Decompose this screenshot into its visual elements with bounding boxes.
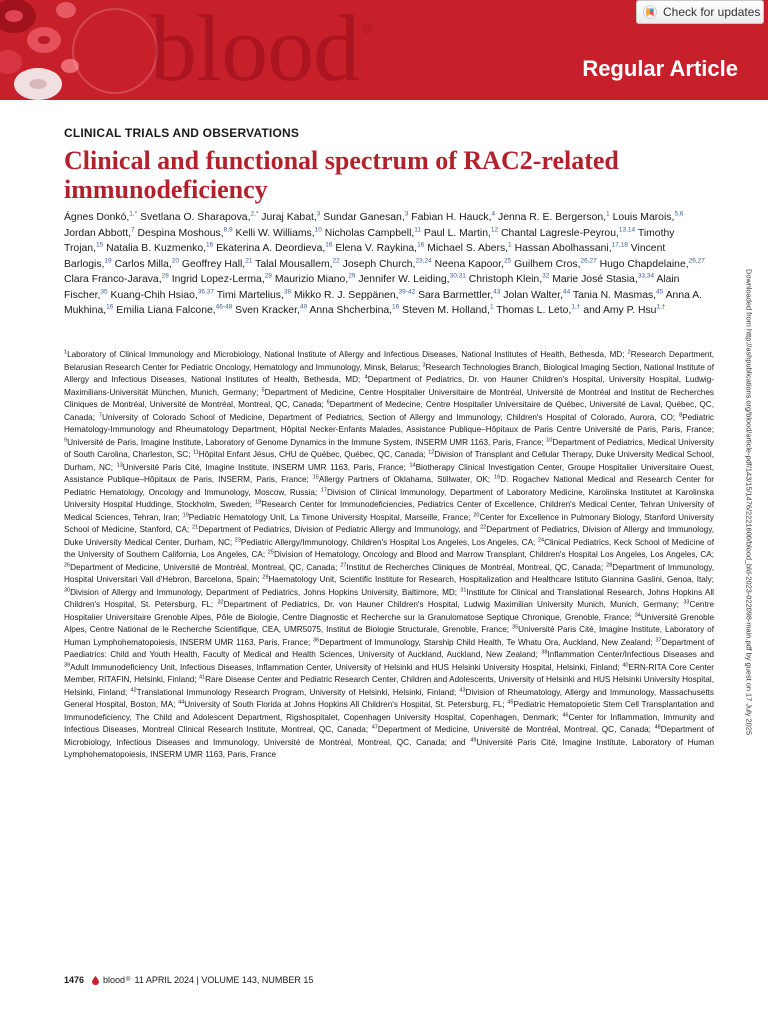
- affiliation-text: Centre Hospitalier Universitaire Grenoble Alpes, Pôle de Biologie, Centre Diagnostic et Recherche sur la Granulomatose Septique Chronique, Grenoble, France;: [64, 600, 715, 622]
- affiliation-number: 4: [364, 374, 368, 381]
- author: [402, 305, 493, 316]
- author-name: Despina Moshous,: [137, 227, 224, 239]
- author: [613, 212, 684, 223]
- footer-journal-name: blood: [103, 975, 126, 985]
- author-affiliation-ref: 10: [314, 226, 322, 234]
- author-name: Neena Kapoor,: [434, 258, 504, 270]
- article-type-label: Regular Article: [582, 56, 738, 81]
- article-title: Clinical and functional spectrum of RAC2-related immunodeficiency: [64, 146, 619, 204]
- author-name: and Amy P. Hsu: [583, 305, 657, 317]
- author-affiliation-ref: 5,6: [674, 210, 684, 218]
- author-name: Vincent Barlogis,: [64, 243, 666, 270]
- author: [172, 274, 272, 285]
- author-name: Joseph Church,: [342, 258, 416, 270]
- author: [515, 243, 628, 254]
- affiliation-number: 41: [198, 674, 206, 681]
- author-affiliation-ref: 45: [656, 288, 664, 296]
- author-affiliation-ref: 15: [95, 241, 104, 249]
- author-name: Jordan Abbott,: [64, 227, 132, 239]
- author: [424, 228, 498, 239]
- author: [64, 274, 169, 285]
- author-affiliation-ref: 3: [404, 210, 409, 218]
- affiliation-number: 13: [116, 461, 123, 468]
- affiliation-text: Department of Pediatrics, Division of Allergy and Immunology, Duke University Medical Center, Durham, NC;: [64, 525, 714, 547]
- affiliation: [372, 725, 651, 734]
- affiliation-text: Department of Immunology, Hospital Universitari Vall d'Hebron, Barcelona, Spain;: [64, 562, 714, 584]
- author: [309, 305, 399, 316]
- author-name: Svetlana O. Sharapova,: [140, 212, 251, 223]
- affiliation-text: Institute for Clinical and Translational Research, Johns Hopkins All Children's Hospital, St. Petersburg, FL;: [64, 587, 714, 609]
- affiliation: [313, 638, 653, 647]
- author: [255, 259, 340, 270]
- author-affiliation-ref: 1: [489, 303, 494, 311]
- affiliation-text: Université Paris Cité, Imagine Institute, Laboratory of Human Lymphohematopoiesis, INSERM UMR 1163, Paris, France;: [64, 625, 715, 647]
- affiliation-number: 15: [312, 474, 319, 481]
- affiliation: [64, 563, 337, 572]
- author: [106, 243, 213, 254]
- author-name: Paul L. Martin,: [423, 227, 491, 239]
- affiliation-text: ERN-RITA Core Center Member, RITAFIN, Helsinki, Finland;: [64, 662, 715, 684]
- author-affiliation-ref: 35: [100, 288, 108, 296]
- page-footer: 1476 blood ® 11 APRIL 2024 | VOLUME 143, NUMBER 15: [64, 975, 314, 985]
- affiliation: [64, 588, 457, 597]
- author-name: Timi Martelius,: [216, 289, 284, 301]
- author: [583, 305, 665, 316]
- author-affiliation-ref: 3: [316, 210, 321, 218]
- author-name: Timothy Trojan,: [64, 227, 675, 255]
- author-name: Geoffrey Hall,: [181, 258, 246, 270]
- check-for-updates-button[interactable]: [636, 0, 764, 24]
- affiliation-number: 38: [541, 649, 548, 656]
- affiliation-number: 29: [262, 574, 269, 581]
- affiliation-number: 21: [192, 524, 199, 531]
- author-name: Anna Shcherbina,: [309, 305, 393, 317]
- author: [182, 259, 253, 270]
- affiliation-number: 9: [64, 436, 68, 443]
- affiliation-text: Rare Disease Center and Pediatric Research Center, Children and Adolescents, University of Helsinki and HUS Helsinki University Hospital, Helsinki, Finland;: [64, 675, 714, 697]
- affiliation-number: 36: [313, 636, 320, 643]
- author-name: Ekaterina A. Deordieva,: [216, 243, 326, 255]
- author: [325, 228, 421, 239]
- affiliation-text: Division of Rheumatology, Allergy and Immunology, Massachusetts General Hospital, Boston, MA;: [64, 687, 714, 709]
- author-name: Elena V. Raykina,: [335, 243, 418, 255]
- affiliation-text: Research Center for Immunodeficiencies, Pediatrics Center of Excellence, Children's Medical Center, Tehran University of Medical Sciences, Tehran, Iran;: [64, 500, 714, 522]
- affiliation-number: 47: [371, 724, 378, 731]
- author: [64, 228, 135, 239]
- author: [496, 305, 580, 316]
- author-affiliation-ref: 39-42: [398, 288, 416, 296]
- author-affiliation-ref: 16: [106, 303, 114, 311]
- author: [503, 290, 570, 301]
- author: [275, 274, 356, 285]
- author: [514, 259, 597, 270]
- affiliation-number: 24: [537, 536, 545, 543]
- author-name: Mikko R. J. Seppänen,: [294, 289, 399, 301]
- author: [323, 212, 408, 223]
- author-affiliation-ref: 43: [493, 288, 501, 296]
- author-affiliation-ref: 22: [332, 257, 340, 265]
- affiliation-text: Division of Transplant and Cellular Therapy, Duke University Medical School, Durham, NC;: [64, 450, 714, 472]
- author: [138, 228, 233, 239]
- affiliation-number: 34: [634, 611, 641, 618]
- affiliation-number: 6: [326, 399, 330, 406]
- author-affiliation-ref: 49: [299, 303, 308, 311]
- author-name: Michael S. Abers,: [427, 243, 509, 255]
- affiliation-number: 2: [627, 349, 631, 356]
- affiliation-number: 49: [470, 736, 477, 743]
- author-affiliation-ref: 29: [348, 272, 356, 280]
- author-name: Tania N. Masmas,: [572, 289, 657, 301]
- affiliation-number: 7: [98, 411, 102, 418]
- affiliation: [192, 525, 477, 534]
- author-name: Talal Mousallem,: [255, 258, 333, 270]
- author-affiliation-ref: 16: [392, 303, 400, 311]
- affiliation-text: Center for Inflammation, Immunity and Infectious Diseases, Montreal Clinical Research Institute, Montreal, QC, Canada;: [64, 712, 715, 734]
- affiliation-number: 37: [655, 636, 662, 643]
- affiliation: [183, 513, 471, 522]
- affiliation-number: 12: [428, 449, 435, 456]
- download-watermark-text: Downloaded from http://ashpublications.org/blood/article-pdf/143/15/1476/2221600/blood_bld-2023-022098-main.pdf by guest on 17 July 2025: [744, 269, 754, 735]
- affiliation: [64, 663, 620, 672]
- affiliation-text: Division of Clinical Immunology, Department of Laboratory Medicine, Karolinska Institutet at Karolinska University Hospital Huddinge, Stockholm, Sweden;: [64, 487, 714, 509]
- affiliation-text: Department of Pediatrics, Medical University of South Carolina, Charleston, SC;: [64, 437, 714, 459]
- author-name: Hassan Abolhassani,: [514, 243, 612, 255]
- author: [335, 243, 424, 254]
- affiliation-number: 5: [261, 386, 265, 393]
- author: [427, 243, 511, 254]
- affiliation-text: Biotherapy Clinical Investigation Center, Groupe Hospitalier Universitaire Ouest, Assistance Publique–Hôpitaux de Paris, INSERM, Paris, France;: [64, 462, 715, 484]
- affiliation-text: Pediatric Hematopoietic Stem Cell Transplantation and Immunodeficiency, The Child and Adolescent Department, Rigshospitalet, Copenhagen University Hospital, Copenhagen, Denmark;: [64, 700, 714, 722]
- affiliation-text: Université Paris Cité, Imagine Institute, INSERM UMR 1163, Paris, France;: [122, 462, 406, 472]
- author-affiliation-ref: 21: [245, 257, 253, 265]
- journal-logo-trademark: ®: [362, 20, 373, 36]
- affiliation-text: Research Technologies Branch, Biological Imaging Section, National Institute of Allergy and Infectious Diseases, National Institutes of Health, Bethesda, MD;: [64, 362, 714, 384]
- author-name: Ingrid Lopez-Lerma,: [171, 274, 265, 286]
- author-name: Chantal Lagresle-Peyrou,: [501, 227, 619, 239]
- author-name: Sven Kracker,: [235, 305, 300, 317]
- author-affiliation-ref: 7: [131, 226, 135, 234]
- affiliation-number: 1: [64, 349, 68, 356]
- author-name: Carlos Milla,: [114, 258, 172, 270]
- affiliation: [193, 450, 426, 459]
- affiliation: [217, 600, 679, 609]
- author-affiliation-ref: 26,27: [688, 257, 705, 265]
- affiliation-number: 27: [340, 561, 347, 568]
- author-list: [64, 210, 714, 319]
- author-name: Thomas L. Leto,: [496, 305, 572, 317]
- affiliation-number: 31: [460, 586, 467, 593]
- affiliation: [178, 700, 505, 709]
- download-watermark: [742, 212, 756, 792]
- author-name: Fabian H. Hauck,: [411, 212, 492, 223]
- affiliation: [64, 438, 544, 447]
- affiliation-text: Pediatric Hematology-Immunology and Rheumatology Department, Hôpital Necker-Enfants Malades, Assistance Publique–Hôpitaux de Paris Centre Université de Paris, Paris, France;: [64, 412, 714, 434]
- affiliation-list: [64, 349, 714, 762]
- author-name: Sundar Ganesan,: [323, 212, 405, 223]
- author: [435, 259, 512, 270]
- affiliation-number: 35: [512, 624, 519, 631]
- affiliation-text: Department of Immunology, Starship Child Health, Te Whatu Ora, Auckland, New Zealand;: [319, 637, 653, 647]
- author-affiliation-ref: 16: [325, 241, 333, 249]
- author-name: Ágnes Donkó,: [64, 212, 130, 223]
- author-affiliation-ref: 32: [542, 272, 550, 280]
- author: [64, 212, 137, 223]
- affiliation: [340, 563, 603, 572]
- author-affiliation-ref: 36,37: [197, 288, 215, 296]
- affiliation-number: 22: [480, 524, 487, 531]
- affiliation-text: Center for Excellence in Pulmonary Biology, Stanford University School of Medicine, Stanford, CA;: [64, 512, 715, 534]
- author-affiliation-ref: 1,†: [571, 303, 581, 311]
- author-name: Marie José Stasia,: [552, 274, 638, 286]
- affiliation-text: Department of Medicine, Centre Hospitalier Universitaire de Montréal, Université de Montréal and Institut de Recherches Cliniques de Montréal, Université de Montréal, Montreal, QC, Canada;: [64, 387, 714, 409]
- author-affiliation-ref: 13,14: [618, 226, 636, 234]
- footer-issue: 11 APRIL 2024 | VOLUME 143, NUMBER 15: [134, 975, 314, 985]
- author-affiliation-ref: 44: [562, 288, 571, 296]
- author-name: Hugo Chapdelaine,: [599, 258, 689, 270]
- affiliation-number: 28: [606, 561, 613, 568]
- affiliation-number: 16: [494, 474, 501, 481]
- page-number: 1476: [64, 975, 85, 985]
- affiliation-text: Translational Immunology Research Program, University of Helsinki, Helsinki, Finland;: [136, 687, 457, 697]
- author-name: Jolan Walter,: [503, 289, 563, 301]
- author-affiliation-ref: 1,*: [129, 210, 138, 218]
- affiliation-text: University of South Florida at Johns Hopkins All Children's Hospital, St. Petersburg, FL;: [184, 700, 505, 709]
- affiliation-text: Pediatric Hematology Unit, La Timone University Hospital, Marseille, France;: [188, 512, 471, 522]
- blood-cells-icon: [0, 0, 80, 100]
- author: [217, 290, 291, 301]
- author: [600, 259, 705, 270]
- affiliation-number: 18: [255, 499, 262, 506]
- author: [358, 274, 466, 285]
- affiliation-text: Clinical Pediatrics, Keck School of Medicine of the University of Southern California, Los Angeles, CA;: [64, 537, 714, 559]
- affiliation: [262, 575, 714, 584]
- affiliation-number: 43: [459, 686, 466, 693]
- affiliation-number: 14: [409, 461, 416, 468]
- author: [115, 259, 179, 270]
- author-name: Louis Marois,: [612, 212, 675, 223]
- author-affiliation-ref: 25: [503, 257, 512, 265]
- author: [261, 212, 320, 223]
- affiliation: [99, 413, 675, 422]
- affiliation-text: Université Paris Cité, Imagine Institute, Laboratory of Human Lymphohematopoiesis, INSERM UMR 1163, Paris, France: [64, 737, 714, 759]
- journal-seal-logo: [72, 8, 158, 94]
- affiliation: [117, 463, 406, 472]
- affiliation-number: 46: [562, 711, 569, 718]
- affiliation-number: 8: [679, 411, 683, 418]
- article-section-label: CLINICAL TRIALS AND OBSERVATIONS: [64, 126, 300, 140]
- author-name: Natalia B. Kuzmenko,: [106, 243, 206, 255]
- affiliation-text: Adult Immunodeficiency Unit, Infectious Diseases, Inflammation Center, University of Helsinki and HUS Helsinki University Hospital, Helsinki, Finland;: [70, 662, 620, 672]
- author-affiliation-ref: 11: [414, 226, 422, 234]
- author: [140, 212, 258, 223]
- author: [343, 259, 432, 270]
- author: [418, 290, 500, 301]
- affiliation-text: Department of Pediatrics, Dr. von Hauner Children's Hospital, Ludwig Maximilian University Munich, Munich, Germany;: [223, 600, 680, 609]
- author-affiliation-ref: 1,†: [656, 303, 666, 311]
- author-affiliation-ref: 46-48: [215, 303, 233, 311]
- affiliation: [64, 350, 625, 359]
- affiliation-text: Haematology Unit, Scientific Institute for Research, Hospitalization and Healthcare Istituto Giannina Gaslini, Genoa, Italy;: [268, 575, 715, 584]
- affiliation-number: 3: [422, 361, 426, 368]
- author-affiliation-ref: 2,*: [250, 210, 259, 218]
- author-name: Nicholas Campbell,: [324, 227, 415, 239]
- author-affiliation-ref: 4: [491, 210, 496, 218]
- author-affiliation-ref: 1: [508, 241, 512, 249]
- affiliation-text: Université Grenoble Alpes, Centre National de le Recherche Scientifique, CEA, UMR5075, Institut de Biologie Structurale, Grenoble, France;: [64, 612, 714, 634]
- affiliation-number: 39: [64, 661, 71, 668]
- affiliation-number: 42: [130, 686, 137, 693]
- author: [235, 305, 307, 316]
- affiliation-text: Institut de Recherches Cliniques de Montréal, Montreal, QC, Canada;: [346, 562, 604, 572]
- affiliation-text: Division of Allergy and Immunology, Department of Pediatrics, Johns Hopkins University, Baltimore, MD;: [70, 587, 458, 597]
- affiliation-number: 44: [178, 699, 185, 706]
- affiliation-text: D. Rogachev National Medical and Research Center for Pediatric Hematology, Oncology and Immunology, Moscow, Russia;: [64, 475, 715, 497]
- affiliation-text: Department of Medicine, Université de Montréal, Montreal, QC, Canada;: [377, 725, 651, 734]
- author: [294, 290, 415, 301]
- affiliation-number: 25: [267, 549, 274, 556]
- author-name: Jennifer W. Leiding,: [358, 274, 450, 286]
- author: [469, 274, 550, 285]
- crossmark-icon: [643, 5, 657, 19]
- author-name: Steven M. Holland,: [402, 305, 490, 317]
- author-affiliation-ref: 20: [171, 257, 179, 265]
- author-name: Christoph Klein,: [468, 274, 543, 286]
- affiliation: [313, 475, 490, 484]
- author-affiliation-ref: 1: [606, 210, 610, 218]
- author-name: Guilhem Cros,: [514, 258, 581, 270]
- author: [501, 228, 635, 239]
- author-name: Jenna R. E. Bergerson,: [498, 212, 607, 223]
- author-affiliation-ref: 8,9: [223, 226, 233, 234]
- affiliation-text: Department of Medicine, Université de Montréal, Montreal, QC, Canada;: [70, 562, 338, 572]
- affiliation-number: 17: [320, 486, 327, 493]
- author-affiliation-ref: 33,34: [637, 272, 654, 280]
- check-for-updates-label: Check for updates: [663, 5, 761, 19]
- author: [116, 305, 232, 316]
- affiliation-number: 26: [64, 561, 71, 568]
- author-name: Kelli W. Williams,: [235, 227, 315, 239]
- affiliation-text: Department of Pediatrics, Dr. von Hauner Children's Hospital, University Hospital, Ludwig-Maximilians-Universität München, Munich, Germany;: [64, 375, 715, 397]
- author-name: Alain Fischer,: [64, 274, 680, 301]
- affiliation-text: Pediatric Allergy/Immunology, Children's Hospital Los Angeles, Los Angeles, CA;: [240, 537, 536, 547]
- affiliation: [541, 650, 714, 659]
- affiliation-text: University of Colorado School of Medicine, Department of Pediatrics, Section of Allergy and Immunology, Children's Hospital of Colorado, Aurora, CO;: [101, 412, 676, 422]
- affiliation-text: Laboratory of Clinical Immunology and Microbiology, National Institute of Allergy and Infectious Diseases, National Institutes of Health, Bethesda, MD;: [67, 350, 625, 359]
- affiliation-text: Department of Medecine, Centre Hospitalier Universitaire de Québec, Université de Laval, Québec, QC, Canada;: [64, 400, 714, 422]
- author-affiliation-ref: 19: [104, 257, 112, 265]
- author: [552, 274, 654, 285]
- affiliation-text: Research Department, Belarusian Research Center for Pediatric Oncology, Hematology and Immunology, Minsk, Belarus;: [64, 350, 714, 372]
- affiliation-number: 32: [217, 599, 224, 606]
- author-affiliation-ref: 28: [264, 272, 272, 280]
- affiliation-number: 20: [473, 511, 480, 518]
- affiliation-text: Hôpital Enfant Jésus, CHU de Québec, Québec, QC, Canada;: [198, 450, 426, 459]
- affiliation-number: 11: [192, 449, 199, 456]
- author: [498, 212, 610, 223]
- author: [216, 243, 332, 254]
- affiliation-number: 48: [654, 724, 661, 731]
- affiliation-text: Inflammation Center/Infectious Diseases and: [547, 650, 714, 659]
- affiliation: [235, 538, 536, 547]
- affiliation-text: Department of Paediatrics: Child and Youth Health, Faculty of Medical and Health Sciences, University of Auckland, Auckland, New Zealand;: [64, 637, 714, 659]
- affiliation-number: 19: [182, 511, 189, 518]
- author-name: Maurizio Miano,: [274, 274, 349, 286]
- blood-drop-icon: [92, 976, 99, 985]
- author-affiliation-ref: 26,27: [580, 257, 597, 265]
- affiliation-number: 40: [622, 661, 629, 668]
- affiliation: [268, 550, 714, 559]
- author-name: Kuang-Chih Hsiao,: [110, 289, 198, 301]
- affiliation-number: 23: [234, 536, 241, 543]
- author-affiliation-ref: 23,24: [415, 257, 432, 265]
- author-affiliation-ref: 17,18: [611, 241, 628, 249]
- affiliation-number: 30: [64, 586, 71, 593]
- author-name: Clara Franco-Jarava,: [64, 274, 162, 286]
- author-name: Anna A. Mukhina,: [64, 289, 703, 317]
- author-affiliation-ref: 38: [283, 288, 292, 296]
- author-affiliation-ref: 28: [161, 272, 169, 280]
- affiliation-number: 33: [683, 599, 690, 606]
- author-name: Juraj Kabat,: [261, 212, 317, 223]
- author: [236, 228, 322, 239]
- affiliation-text: Allergy Partners of Oklahama, Stillwater, OK;: [318, 475, 491, 484]
- author-name: Sara Barmettler,: [418, 289, 494, 301]
- affiliation-text: Department of Microbiology, Infectious Diseases and Immunology, Université de Montréal, Montreal, QC, Canada; and: [64, 725, 714, 747]
- author: [411, 212, 495, 223]
- journal-logo: blood: [150, 0, 360, 100]
- affiliation-number: 10: [546, 436, 553, 443]
- author-affiliation-ref: 16: [417, 241, 425, 249]
- affiliation-number: 45: [507, 699, 514, 706]
- affiliation-text: Department of Pediatrics, Division of Pediatric Allergy and Immunology, and: [198, 525, 478, 534]
- affiliation: [131, 688, 457, 697]
- author: [573, 290, 663, 301]
- affiliation-text: Division of Hematology, Oncology and Blood and Marrow Transplant, Children's Hospital Los Angeles, Los Angeles, CA;: [273, 550, 714, 559]
- author-affiliation-ref: 12: [490, 226, 499, 234]
- affiliation-text: Université de Paris, Imagine Institute, Laboratory of Genome Dynamics in the Immune System, INSERM UMR 1163, Paris, France;: [67, 437, 544, 447]
- author-affiliation-ref: 30,31: [449, 272, 466, 280]
- author-name: Emilia Liana Falcone,: [116, 305, 216, 317]
- author-affiliation-ref: 16: [206, 241, 214, 249]
- author: [111, 290, 215, 301]
